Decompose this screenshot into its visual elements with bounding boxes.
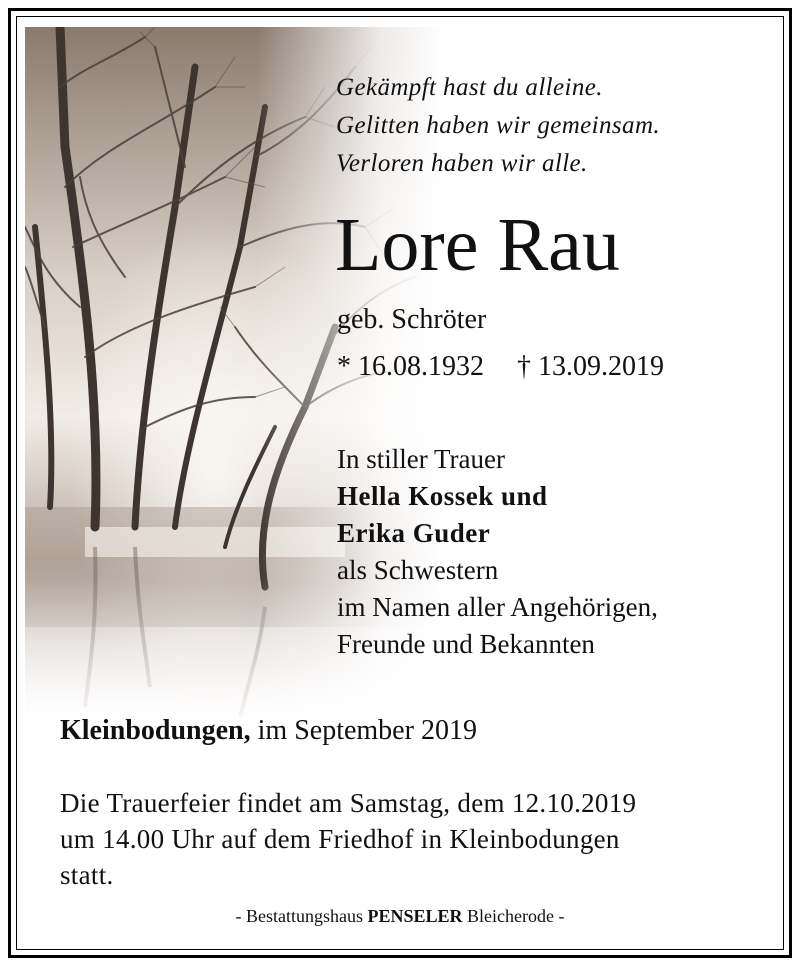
mourner-name: Hella Kossek und xyxy=(337,481,548,511)
deceased-name: Lore Rau xyxy=(335,203,620,287)
poem xyxy=(336,69,660,183)
footer-suffix: Bleicherode - xyxy=(467,906,565,926)
funeral-home-name: PENSELER xyxy=(367,906,463,926)
birth-name: geb. Schröter xyxy=(337,304,487,335)
birth-date: * 16.08.1932 xyxy=(337,351,484,382)
poem-line: Verloren haben wir alle. xyxy=(336,150,588,177)
ceremony-line: um 14.00 Uhr auf dem Friedhof in Kleinbodungen xyxy=(60,824,620,854)
ceremony-line: statt. xyxy=(60,860,114,890)
poem-line: Gekämpft hast du alleine. xyxy=(336,74,603,101)
on-behalf-line: im Namen aller Angehörigen, xyxy=(337,592,658,622)
life-dates xyxy=(337,347,664,387)
mourners-block xyxy=(337,441,658,663)
mourner-name: Erika Guder xyxy=(337,518,491,548)
footer-prefix: - Bestattungshaus xyxy=(235,906,363,926)
mourner-relation: als Schwestern xyxy=(337,555,499,585)
death-date: † 13.09.2019 xyxy=(517,351,664,382)
place: Kleinbodungen, xyxy=(60,715,251,746)
date: im September 2019 xyxy=(257,715,477,746)
ceremony-line: Die Trauerfeier findet am Samstag, dem 12.10.2019 xyxy=(60,788,637,818)
funeral-home-footer xyxy=(11,904,789,928)
obituary-notice xyxy=(8,8,792,958)
place-date xyxy=(60,711,477,751)
ceremony-notice xyxy=(60,785,636,893)
poem-line: Gelitten haben wir gemeinsam. xyxy=(336,112,661,139)
mourning-intro: In stiller Trauer xyxy=(337,444,505,474)
on-behalf-line: Freunde und Bekannten xyxy=(337,629,595,659)
